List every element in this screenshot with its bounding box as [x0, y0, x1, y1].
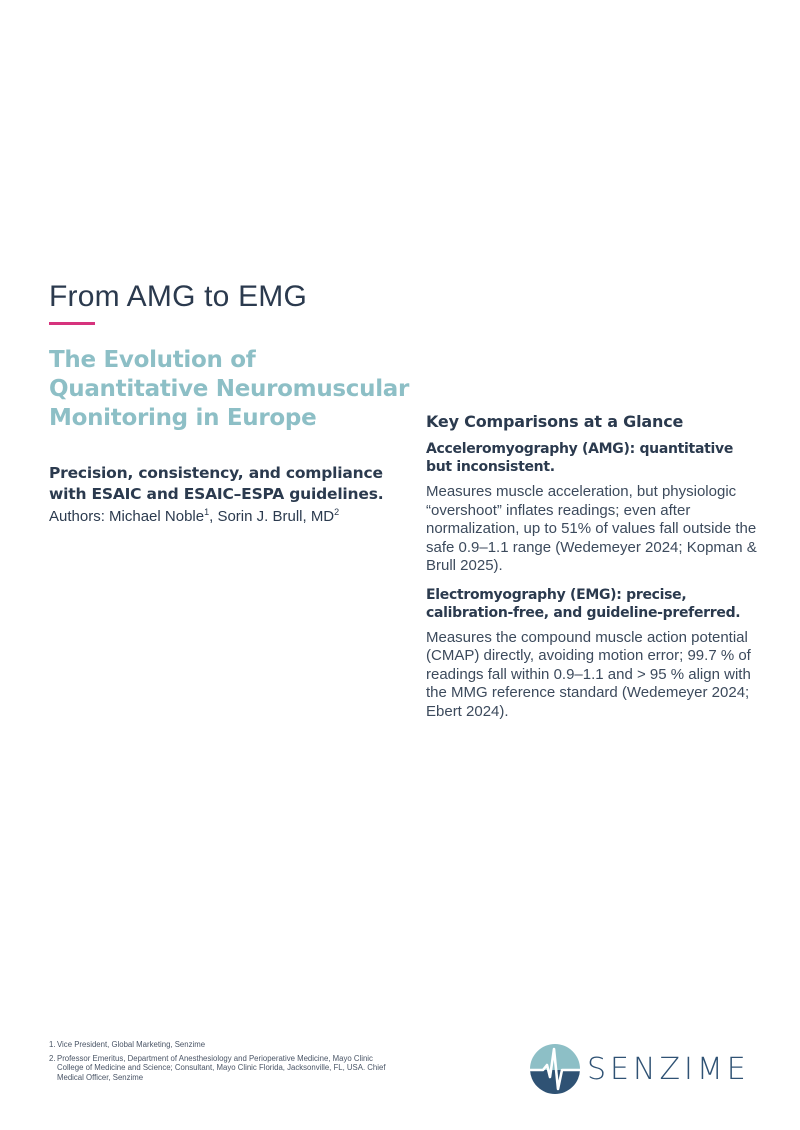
footnotes — [49, 1040, 399, 1086]
authors-line — [49, 507, 339, 525]
author-2: Sorin J. Brull, MD — [217, 508, 335, 525]
author-1: Michael Noble — [109, 508, 205, 525]
author-2-footnote-ref: 2 — [334, 507, 340, 517]
emg-text: Measures the compound muscle action potential (CMAP) directly, avoiding motion error; 99.7 % of readings fall within 0.9–1.1 and > 95 % align with the MMG reference standard (Wedemeyer 2024; Ebert 2024). — [426, 628, 751, 720]
footnote-number: 1. — [49, 1040, 56, 1049]
title-underline — [49, 322, 95, 325]
comparisons-heading: Key Comparisons at a Glance — [426, 412, 684, 431]
author-1-footnote-ref: 1 — [204, 507, 210, 517]
footnote — [49, 1054, 399, 1083]
document-title: From AMG to EMG — [49, 280, 308, 313]
authors-label: Authors: — [49, 508, 105, 525]
tagline: Precision, consistency, and compliance with ESAIC and ESAIC–ESPA guidelines. — [49, 464, 384, 503]
document-subtitle: The Evolution of Quantitative Neuromuscular Monitoring in Europe — [49, 347, 410, 431]
senzime-logo — [529, 1043, 750, 1095]
senzime-wordmark: SENZIME — [587, 1051, 750, 1087]
footnote-number: 2. — [49, 1053, 56, 1063]
senzime-waveform-icon — [529, 1043, 581, 1095]
footnote-text: Vice President, Global Marketing, Senzime — [57, 1040, 206, 1049]
amg-text: Measures muscle acceleration, but physiologic “overshoot” inflates readings; even after normalization, up to 51% of values fall outside the safe 0.9–1.1 range (Wedemeyer 2024; Kopman & Brull 2025). — [426, 483, 757, 574]
amg-heading: Acceleromyography (AMG): quantitative but inconsistent. — [426, 441, 734, 475]
author-separator: , — [209, 508, 214, 525]
key-comparisons — [426, 412, 761, 731]
emg-heading: Electromyography (EMG): precise, calibration-free, and guideline-preferred. — [426, 586, 741, 621]
footnote-text: Professor Emeritus, Department of Anesthesiology and Perioperative Medicine, Mayo Clinic College of Medicine and Science; Consultant, Mayo Clinic Florida, Jacksonville, FL, USA. Chief Medical Officer, Senzime — [57, 1053, 386, 1082]
footnote — [49, 1040, 399, 1050]
